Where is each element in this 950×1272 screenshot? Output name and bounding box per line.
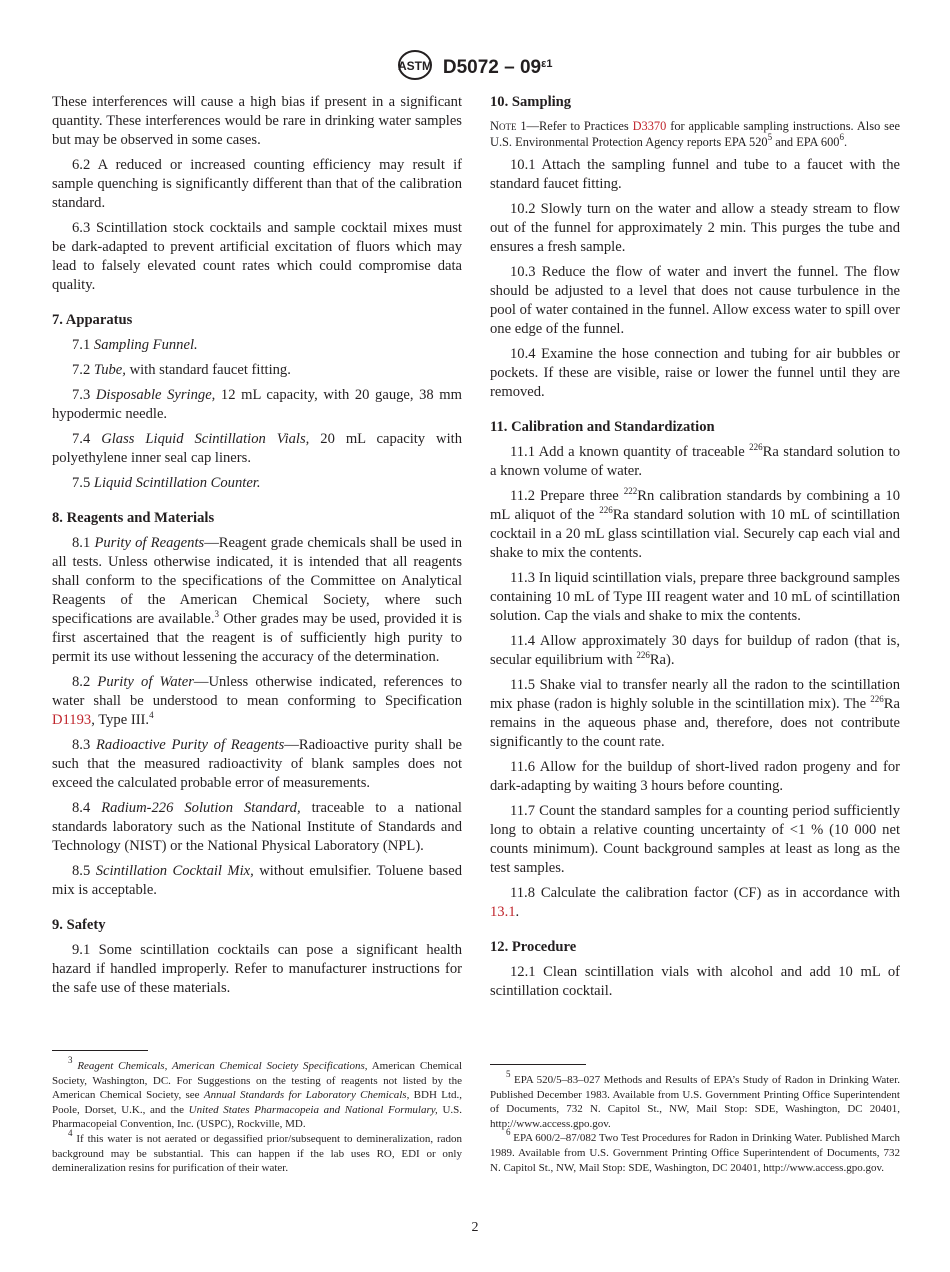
astm-logo-icon — [398, 50, 432, 86]
italic-text: Disposable Syringe, — [95, 387, 216, 403]
page-header — [0, 50, 950, 86]
paragraph — [52, 361, 462, 380]
text-run: 11.8 Calculate the calibration factor (CF) as in accordance with — [510, 885, 900, 901]
footnote — [52, 1127, 462, 1176]
paragraph — [490, 156, 900, 194]
italic-text: Liquid Scintillation Counter. — [93, 475, 261, 491]
section-heading — [52, 509, 462, 528]
text-run: 10.1 Attach the sampling funnel and tube to a faucet with the standard faucet fitting. — [490, 157, 900, 192]
superscript: 226 — [636, 650, 650, 660]
footnotes-left — [52, 1050, 462, 1176]
section-heading — [52, 916, 462, 935]
text-run: Ra standard solution with 10 mL of scintillation cocktail in a 20 mL glass scintillation vial. Securely cap each vial and shake to mix the contents. — [490, 507, 900, 561]
paragraph — [490, 487, 900, 563]
paragraph — [52, 534, 462, 667]
paragraph — [52, 474, 462, 493]
section-heading — [52, 311, 462, 330]
paragraph — [52, 386, 462, 424]
reference-link[interactable]: 13.1 — [490, 904, 516, 920]
text-run: . — [843, 135, 848, 149]
text-run: 1—Refer to Practices — [516, 119, 633, 133]
text-run: 8.3 — [72, 737, 96, 753]
superscript: 4 — [68, 1127, 73, 1138]
text-run: 7.3 — [72, 387, 96, 403]
text-run: Rn calibration standards by combining a 10 mL aliquot of the — [490, 488, 900, 523]
superscript: 226 — [599, 505, 613, 515]
paragraph — [490, 632, 900, 670]
text-run: 8.5 — [72, 863, 96, 879]
paragraph — [52, 336, 462, 355]
paragraph — [52, 156, 462, 213]
text-run: 9.1 Some scintillation cocktails can pose a significant health hazard if handled improperly. Refer to manufacturer instructions for the safe use of these materials. — [52, 942, 462, 996]
italic-text: Radium-226 Solution Standard, — [101, 800, 301, 816]
paragraph — [52, 430, 462, 468]
text-run: 10.2 Slowly turn on the water and allow a steady stream to flow out of the funnel for approximately 2 min. This purges the tube and ensures a fresh sample. — [490, 201, 900, 255]
text-run: Ra standard solution to a known volume of water. — [490, 444, 900, 479]
footnote-rule — [490, 1064, 586, 1065]
text-run: 11.3 In liquid scintillation vials, prepare three background samples containing 10 mL of Type III reagent water and 10 mL of scintillation solution. Cap the vials and shake to mix the contents. — [490, 570, 900, 624]
paragraph — [52, 941, 462, 998]
paragraph — [52, 673, 462, 730]
epsilon-superscript: ε1 — [541, 58, 553, 71]
paragraph — [490, 758, 900, 796]
text-run: , American Chemical Society, Washington, DC. For Suggestions on the testing of reagents not listed by the American Chemical Society, see — [52, 1060, 463, 1102]
paragraph — [52, 799, 462, 856]
paragraph — [490, 200, 900, 257]
superscript: 6 — [839, 132, 844, 142]
text-run: 11.1 Add a known quantity of traceable — [510, 444, 750, 460]
italic-text: Scintillation Cocktail Mix, — [95, 863, 254, 879]
text-run: BDH Ltd., Poole, Dorset, U.K., and the — [52, 1089, 462, 1116]
text-run: 12.1 Clean scintillation vials with alcohol and add 10 mL of scintillation cocktail. — [490, 964, 900, 999]
italic-text: Purity of Reagents — [94, 535, 205, 551]
section-heading — [490, 93, 900, 112]
text-run: , Type III. — [91, 712, 150, 728]
text-run: for applicable sampling instructions. Also see U.S. Environmental Protection Agency reports EPA 520 — [490, 119, 901, 149]
section-heading — [490, 938, 900, 957]
text-run: 8.2 — [72, 674, 98, 690]
text-run: 12 mL capacity, with 20 gauge, 38 mm hypodermic needle. — [52, 387, 463, 422]
footnote — [490, 1069, 900, 1131]
italic-text: Glass Liquid Scintillation Vials, — [101, 431, 310, 447]
section-heading — [490, 418, 900, 437]
superscript: 5 — [767, 132, 773, 142]
italic-text: Reagent Chemicals, American Chemical Society Specifications — [77, 1060, 365, 1072]
superscript: 5 — [506, 1069, 511, 1079]
superscript: 226 — [870, 694, 884, 704]
reference-link[interactable]: D3370 — [632, 119, 667, 133]
superscript: 3 — [214, 609, 220, 619]
text-run: 7. Apparatus — [52, 312, 133, 328]
text-run: U.S. Pharmacopeial Convention, Inc. (USPC), Rockville, MD. — [52, 1103, 463, 1131]
text-run: with standard faucet fitting. — [125, 362, 291, 378]
paragraph — [490, 884, 900, 922]
text-run: 7.4 — [72, 431, 102, 447]
superscript: 6 — [506, 1127, 511, 1138]
page-number: 2 — [471, 1220, 479, 1235]
text-run: 10.4 Examine the hose connection and tubing for air bubbles or pockets. If these are visible, raise or lower the funnel until they are removed. — [490, 346, 900, 400]
footnote-rule — [52, 1050, 148, 1051]
text-run: 11.2 Prepare three — [510, 488, 624, 504]
text-run: 12. Procedure — [490, 939, 577, 955]
text-run: 8. Reagents and Materials — [52, 510, 215, 526]
text-run: EPA 600/2–87/082 Two Test Procedures for Radon in Drinking Water. Published March 1989. Available from U.S. Government Printing Office Superintendent of Documents, 732 N. Capitol St., NW, Mail Stop: SDE, Washington, DC 20401, http://www.access.gpo.gov. — [490, 1132, 900, 1174]
paragraph — [490, 802, 900, 878]
note-label: Note — [490, 119, 517, 133]
text-run: 11. Calibration and Standardization — [490, 419, 715, 435]
paragraph — [490, 345, 900, 402]
reference-link[interactable]: D1193 — [52, 712, 92, 728]
text-run: 11.6 Allow for the buildup of short-lived radon progeny and for dark-adapting by waiting 3 hours before counting. — [490, 759, 900, 794]
superscript: 3 — [68, 1055, 73, 1065]
italic-text: Tube, — [93, 362, 126, 378]
text-run: 8.1 — [72, 535, 95, 551]
text-run: 7.5 — [72, 475, 94, 491]
italic-text: Purity of Water — [97, 674, 194, 690]
text-run: 7.1 — [72, 337, 94, 353]
text-run: Ra). — [649, 652, 675, 668]
paragraph — [490, 263, 900, 339]
text-run: EPA 520/5–83–027 Methods and Results of EPA’s Study of Radon in Drinking Water. Published December 1983. Available from U.S. Government Printing Office Superintendent of Documents, 732 N. Capitol St., NW, Mail Stop: SDE, Washington, DC 20401, http://www.access.gpo.gov. — [490, 1074, 900, 1130]
svg-text:ASTM: ASTM — [397, 59, 432, 73]
text-run: These interferences will cause a high bias if present in a significant quantity. These interferences would be rare in drinking water samples but may be observed in some cases. — [52, 94, 462, 148]
paragraph — [490, 569, 900, 626]
designation: D5072 – 09 — [442, 57, 542, 79]
italic-text: Annual Standards for Laboratory Chemicals, — [203, 1089, 410, 1102]
text-run: 8.4 — [72, 800, 102, 816]
text-run: Other grades may be used, provided it is first ascertained that the reagent is of sufficiently high purity to permit its use without lessening the accuracy of the determination. — [52, 611, 462, 665]
text-run: without emulsifier. Toluene based mix is acceptable. — [52, 863, 462, 898]
text-run: 9. Safety — [52, 917, 106, 933]
text-run: —Unless otherwise indicated, references to water shall be understood to mean conforming to Specification — [52, 674, 462, 709]
text-run: 11.4 Allow approximately 30 days for buildup of radon (that is, secular equilibrium with — [490, 633, 900, 668]
text-run: —Reagent grade chemicals shall be used in all tests. Unless otherwise indicated, it is intended that all reagents shall conform to the specifications of the Committee on Analytical Reagents of the American Chemical Society, where such specifications are available. — [52, 535, 463, 627]
left-column — [52, 93, 462, 1004]
paragraph — [490, 676, 900, 752]
paragraph — [490, 443, 900, 481]
text-run: 6.2 A reduced or increased counting efficiency may result if sample quenching is significantly different than that of the calibration standard. — [52, 157, 462, 211]
superscript: 4 — [149, 710, 154, 720]
paragraph — [52, 93, 462, 150]
text-run: 10.3 Reduce the flow of water and invert the funnel. The flow should be adjusted to a level that does not cause turbulence in the pool of water contained in the funnel. Allow excess water to spill over one edge of the funnel. — [490, 264, 900, 337]
paragraph — [52, 736, 462, 793]
text-run: Ra remains in the aqueous phase and, therefore, does not contribute significantly to the count rate. — [490, 696, 900, 750]
text-run: 20 mL capacity with polyethylene inner seal cap liners. — [52, 431, 462, 466]
note — [490, 118, 900, 150]
italic-text: Radioactive Purity of Reagents — [96, 737, 285, 753]
italic-text: United States Pharmacopeia and National Formulary, — [188, 1103, 438, 1116]
italic-text: Sampling Funnel. — [93, 337, 198, 353]
paragraph — [52, 219, 462, 295]
text-run: 7.2 — [72, 362, 94, 378]
text-run: traceable to a national standards laboratory such as the National Institute of Standards and Technology (NIST) or the National Physical Laboratory (NPL). — [52, 800, 462, 854]
text-run: and EPA 600 — [772, 135, 840, 149]
paragraph — [52, 862, 462, 900]
footnotes-right — [490, 1064, 900, 1175]
text-run: —Radioactive purity shall be such that the measured radioactivity of blank samples does not exceed the calculated probable error of measurements. — [52, 737, 463, 791]
text-run: 10. Sampling — [490, 94, 572, 110]
text-run: If this water is not aerated or degassified prior/subsequent to demineralization, radon background may be substantial. This can happen if the lab uses RO, EDI or only demineralization resins for purification of their water. — [52, 1132, 462, 1175]
text-run: 11.7 Count the standard samples for a counting period sufficiently long to obtain a relative counting uncertainty of <1 % (10 000 net counts minimum). Count background samples at least as long as the test samples. — [490, 803, 900, 876]
right-column — [490, 93, 900, 1007]
text-run: 6.3 Scintillation stock cocktails and sample cocktail mixes must be dark-adapted to prevent artificial excitation of fluors which may lead to falsely elevated count rates which could compromise data quality. — [52, 220, 462, 293]
footnote — [490, 1127, 900, 1175]
text-run: 11.5 Shake vial to transfer nearly all the radon to the scintillation mix phase (radon is highly soluble in the scintillation mix). The — [490, 677, 900, 712]
superscript: 226 — [749, 442, 763, 452]
footnote — [52, 1055, 463, 1132]
paragraph — [490, 963, 900, 1001]
superscript: 222 — [623, 486, 638, 496]
text-run: . — [515, 904, 520, 920]
